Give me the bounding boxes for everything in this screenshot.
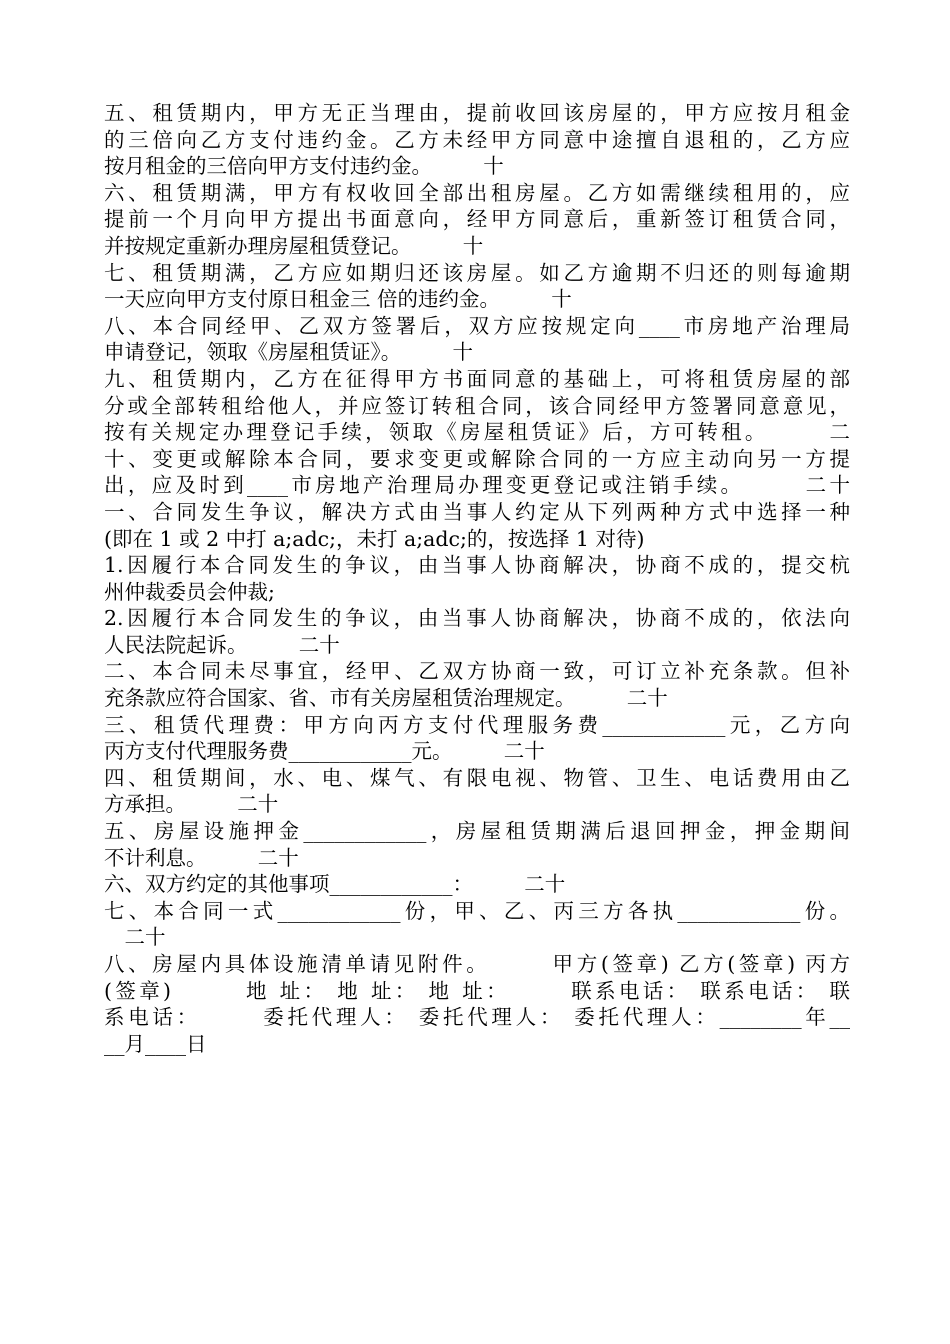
document-text-line: 1.因履行本合同发生的争议，由当事人协商解决，协商不成的，提交杭 bbox=[104, 553, 850, 578]
document-text-line: 出，应及时到____市房地产治理局办理变更登记或注销手续。 二十 bbox=[104, 473, 850, 498]
document-text-line: 五、房屋设施押金____________，房屋租赁期满后退回押金，押金期间 bbox=[104, 819, 850, 844]
document-text-line: 六、租赁期满，甲方有权收回全部出租房屋。乙方如需继续租用的，应 bbox=[104, 180, 850, 205]
document-text-line: 五、租赁期内，甲方无正当理由，提前收回该房屋的，甲方应按月租金 bbox=[104, 101, 850, 125]
document-text-line: 七、租赁期满，乙方应如期归还该房屋。如乙方逾期不归还的则每逾期 bbox=[104, 260, 850, 285]
document-text-line: (即在 1 或 2 中打 a;adc;，未打 a;adc;的，按选择 1 对待) bbox=[104, 526, 645, 551]
document-text-line: 十、变更或解除本合同，要求变更或解除合同的一方应主动向另一方提 bbox=[104, 446, 850, 471]
document-text-line: __月____日 bbox=[104, 1031, 207, 1056]
document-text-line: 州仲裁委员会仲裁; bbox=[104, 579, 275, 604]
document-text-line: 按月租金的三倍向甲方支付违约金。 十 bbox=[104, 154, 504, 179]
document-text-line: 分或全部转租给他人，并应签订转租合同，该合同经甲方签署同意意见， bbox=[104, 393, 850, 418]
document-text-line: 不计利息。 二十 bbox=[104, 845, 299, 870]
document-text-line: 丙方支付代理服务费____________元。 二十 bbox=[104, 739, 545, 764]
document-text-line: 八、本合同经甲、乙双方签署后，双方应按规定向____市房地产治理局 bbox=[104, 313, 850, 338]
document-text-line: 2.因履行本合同发生的争议，由当事人协商解决，协商不成的，依法向 bbox=[104, 606, 850, 631]
document-text-line: 申请登记，领取《房屋租赁证》。 十 bbox=[104, 340, 473, 365]
document-text-line: 一天应向甲方支付原日租金三 倍的违约金。 十 bbox=[104, 287, 572, 312]
document-text-line: 系电话： 委托代理人： 委托代理人： 委托代理人：________年__ bbox=[104, 1005, 850, 1030]
contract-document bbox=[104, 100, 850, 1057]
document-text-line: 人民法院起诉。 二十 bbox=[104, 632, 340, 657]
document-text-line: 方承担。 二十 bbox=[104, 792, 279, 817]
document-text-line: 按有关规定办理登记手续，领取《房屋租赁证》后，方可转租。 二 bbox=[104, 420, 850, 445]
document-text-line: 三、租赁代理费：甲方向丙方支付代理服务费____________元，乙方向 bbox=[104, 712, 850, 737]
document-text-line: 并按规定重新办理房屋租赁登记。 十 bbox=[104, 233, 484, 258]
document-text-line: 一、合同发生争议，解决方式由当事人约定从下列两种方式中选择一种 bbox=[104, 499, 850, 524]
document-text-line: 四、租赁期间，水、电、煤气、有限电视、物管、卫生、电话费用由乙 bbox=[104, 765, 850, 790]
document-text-line: 充条款应符合国家、省、市有关房屋租赁治理规定。 二十 bbox=[104, 686, 668, 711]
document-text-line: 九、租赁期内，乙方在征得甲方书面同意的基础上，可将租赁房屋的部 bbox=[104, 366, 850, 391]
document-text-line: 二十 bbox=[104, 925, 166, 950]
document-text-line: 二、本合同未尽事宜，经甲、乙双方协商一致，可订立补充条款。但补 bbox=[104, 659, 850, 684]
document-text-line: 的三倍向乙方支付违约金。乙方未经甲方同意中途擅自退租的，乙方应 bbox=[104, 127, 850, 152]
document-text-line: 六、双方约定的其他事项____________： 二十 bbox=[104, 872, 566, 897]
document-text-line: 八、房屋内具体设施清单请见附件。 甲方(签章) 乙方(签章) 丙方 bbox=[104, 952, 850, 976]
document-text-line: 七、本合同一式____________份，甲、乙、丙三方各执____________份。 bbox=[104, 898, 850, 923]
document-text-line: 提前一个月向甲方提出书面意向，经甲方同意后，重新签订租赁合同， bbox=[104, 207, 850, 232]
document-text-line: (签章) 地 址： 地 址： 地 址： 联系电话： 联系电话： 联 bbox=[104, 978, 850, 1003]
